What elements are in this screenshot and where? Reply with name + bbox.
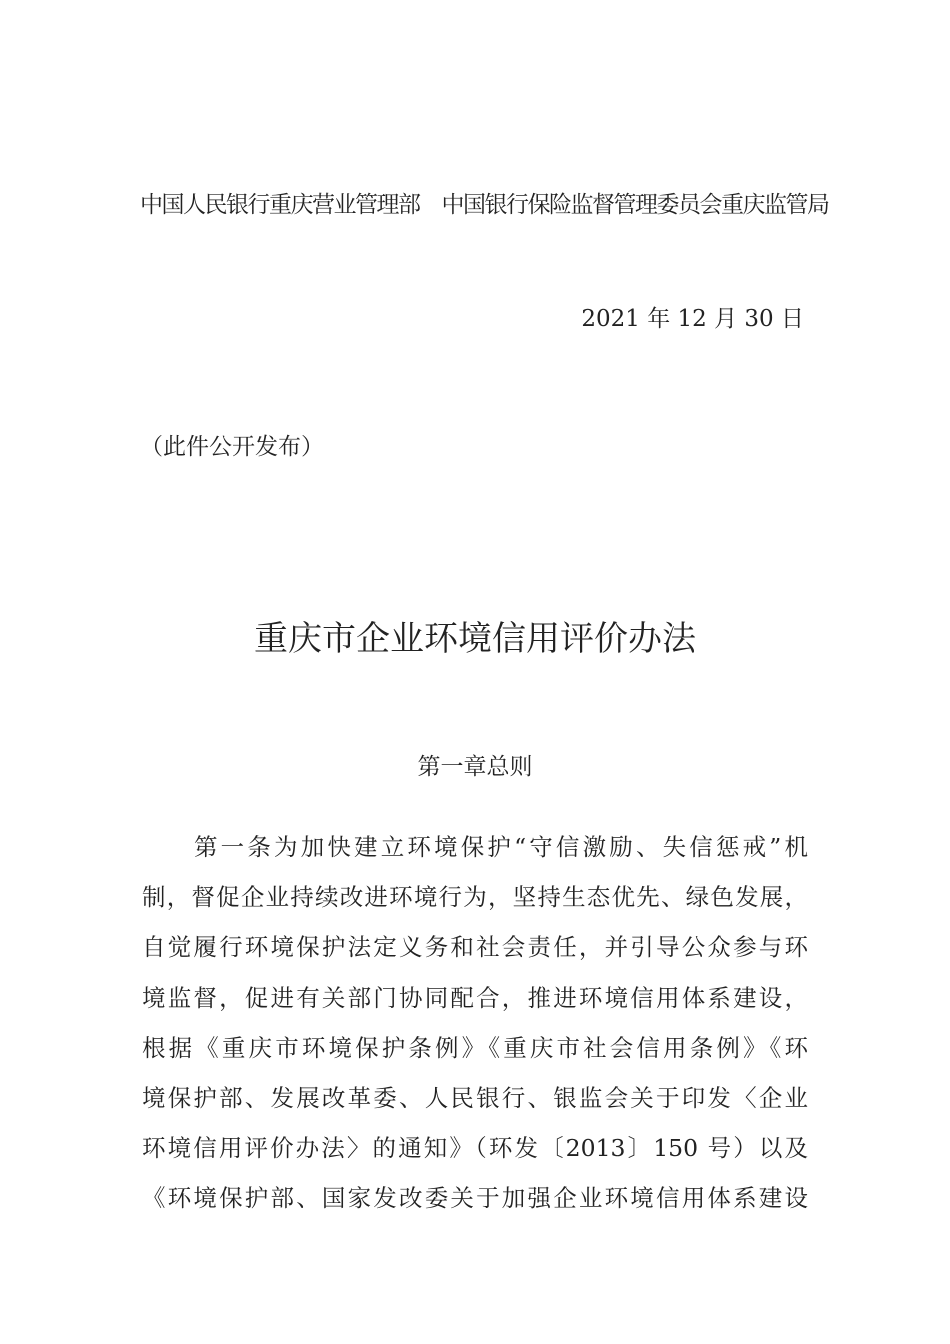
paragraph-line: 第一条为加快建立环境保护“守信激励、失信惩戒”机 [194,833,808,861]
document-title: 重庆市企业环境信用评价办法 [254,619,696,659]
paragraph-line: 《环境保护部、国家发改委关于加强企业环境信用体系建设 [142,1184,808,1213]
issuing-authorities [140,188,829,222]
issuer-pbc-chongqing: 中国人民银行重庆营业管理部 [140,192,420,218]
paragraph-line: 自觉履行环境保护法定义务和社会责任，并引导公众参与环 [142,933,808,962]
paragraph-line: 境监督，促进有关部门协同配合，推进环境信用体系建设， [142,983,808,1012]
paragraph-line: 根据《重庆市环境保护条例》《重庆市社会信用条例》《环 [142,1033,808,1062]
paragraph-line: 环境信用评价办法〉的通知》（环发〔2013〕150 号）以及 [142,1134,808,1163]
paragraph-line: 制，督促企业持续改进环境行为，坚持生态优先、绿色发展， [142,883,808,912]
paragraph-line: 境保护部、发展改革委、人民银行、银监会关于印发〈企业 [142,1083,808,1112]
public-release-note: （此件公开发布） [140,434,324,460]
chapter-heading: 第一章总则 [417,754,533,780]
article-one-paragraph [142,822,808,1224]
issuer-cbirc-chongqing: 中国银行保险监督管理委员会重庆监管局 [441,192,829,218]
issue-date: 2021 年 12 月 30 日 [581,306,804,332]
